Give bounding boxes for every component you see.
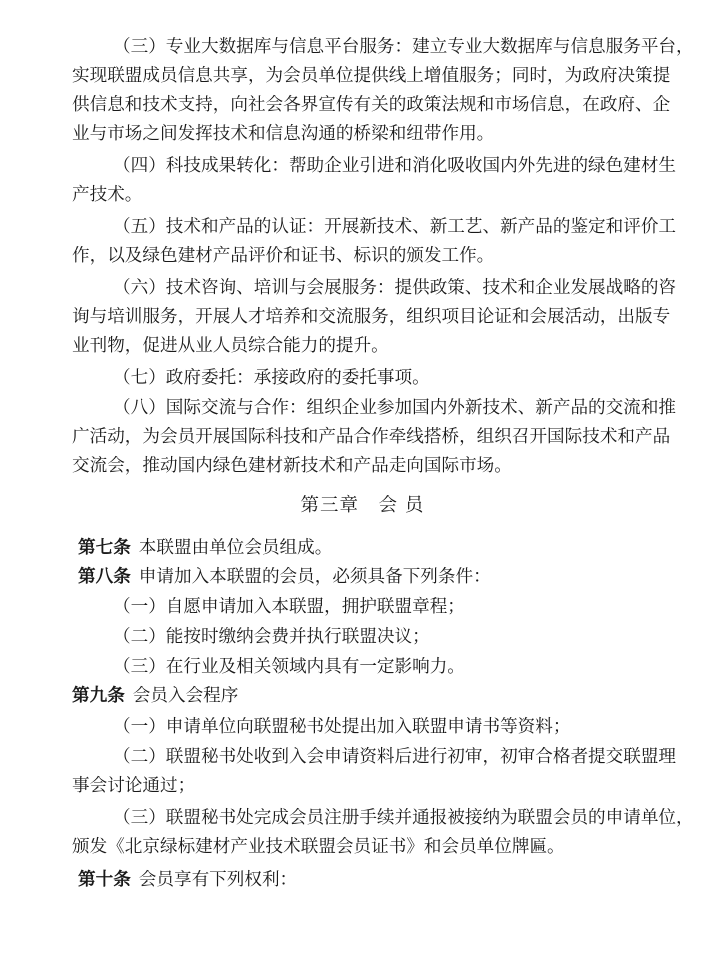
article-7-text: 本联盟由单位会员组成。	[138, 538, 333, 558]
article-9-item-3-line-1: （三）联盟秘书处完成会员注册手续并通报被接纳为联盟会员的申请单位，	[113, 808, 694, 828]
item-3-line-2: 实现联盟成员信息共享，为会员单位提供线上增值服务；同时，为政府决策提	[72, 66, 671, 86]
article-10	[0, 869, 725, 891]
item-8-line-1: （八）国际交流与合作：组织企业参加国内外新技术、新产品的交流和推	[113, 398, 677, 418]
article-7-label: 第七条	[78, 538, 131, 558]
item-3-line-3: 供信息和技术支持，向社会各界宣传有关的政策法规和市场信息，在政府、企	[72, 95, 671, 115]
article-7	[0, 537, 725, 559]
article-9-item-2-line-1: （二）联盟秘书处收到入会申请资料后进行初审，初审合格者提交联盟理	[113, 747, 677, 767]
article-10-text: 会员享有下列权利：	[138, 870, 298, 890]
item-3-line-4: 业与市场之间发挥技术和信息沟通的桥梁和纽带作用。	[72, 124, 495, 144]
article-8-item-2: （二）能按时缴纳会费并执行联盟决议；	[113, 627, 430, 647]
item-8-line-3: 交流会，推动国内绿色建材新技术和产品走向国际市场。	[72, 456, 512, 476]
article-9	[0, 685, 725, 707]
article-8-label: 第八条	[78, 567, 131, 587]
article-8-text: 申请加入本联盟的会员，必须具备下列条件：	[138, 567, 491, 587]
article-8	[0, 566, 725, 588]
item-7-line-1: （七）政府委托：承接政府的委托事项。	[113, 368, 430, 388]
article-9-text: 会员入会程序	[132, 686, 239, 706]
item-6-line-1: （六）技术咨询、培训与会展服务：提供政策、技术和企业发展战略的咨	[113, 278, 677, 298]
article-8-item-1: （一）自愿申请加入本联盟，拥护联盟章程；	[113, 597, 465, 617]
article-9-item-1-line-1: （一）申请单位向联盟秘书处提出加入联盟申请书等资料；	[113, 717, 571, 737]
item-6-line-2: 询与培训服务，开展人才培养和交流服务，组织项目论证和会展活动，出版专	[72, 307, 671, 327]
item-5-line-1: （五）技术和产品的认证：开展新技术、新工艺、新产品的鉴定和评价工	[113, 217, 677, 237]
item-8-line-2: 广活动，为会员开展国际科技和产品合作牵线搭桥，组织召开国际技术和产品	[72, 427, 671, 447]
chapter-title: 第三章 会 员	[300, 495, 425, 516]
item-3-line-1: （三）专业大数据库与信息平台服务：建立专业大数据库与信息服务平台，	[113, 37, 694, 57]
article-9-item-3-line-2: 颁发《北京绿标建材产业技术联盟会员证书》和会员单位牌匾。	[72, 837, 565, 857]
article-8-item-3: （三）在行业及相关领域内具有一定影响力。	[113, 657, 465, 677]
item-6-line-3: 业刊物，促进从业人员综合能力的提升。	[72, 336, 389, 356]
item-4-line-1: （四）科技成果转化：帮助企业引进和消化吸收国内外先进的绿色建材生	[113, 156, 677, 176]
article-9-item-2-line-2: 事会讨论通过；	[72, 776, 196, 796]
item-4-line-2: 产技术。	[72, 185, 143, 205]
item-5-line-2: 作，以及绿色建材产品评价和证书、标识的颁发工作。	[72, 246, 495, 266]
article-10-label: 第十条	[78, 870, 131, 890]
article-9-label: 第九条	[72, 686, 125, 706]
